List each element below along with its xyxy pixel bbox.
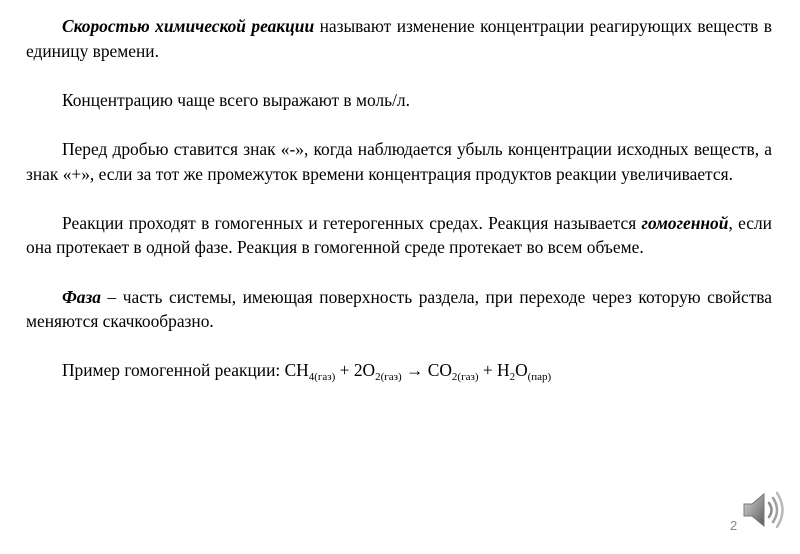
slide-text — [26, 14, 772, 383]
rate-definition-text: называют изменение концентрации реагирующих веществ в единицу времени. — [26, 16, 772, 61]
paragraph-example-reaction — [26, 358, 772, 383]
formula-co2-subscript: 2(газ) — [451, 371, 479, 384]
formula-h-subscript: 2 — [509, 371, 516, 384]
term-homogeneous: гомогенной — [641, 212, 729, 233]
paragraph-sign-rule: Перед дробью ставится знак «-», когда наблюдается убыль концентрации исходных веществ, а знак «+», если за тот же промежуток времени концентрация продуктов реакции увеличивается. — [26, 138, 772, 184]
formula-o-subscript: (пар) — [527, 371, 552, 384]
formula-plus-h: + H — [478, 360, 510, 381]
formula-o: O — [515, 360, 528, 381]
homogeneous-text-before: Реакции проходят в гомогенных и гетерогенных средах. Реакция называется — [62, 212, 642, 233]
homogeneous-text-after: , если она протекает в одной фазе. Реакция в гомогенной среде протекает во всем объеме. — [26, 212, 772, 258]
formula-ch: CH — [284, 360, 309, 381]
page-number: 2 — [730, 518, 738, 533]
term-reaction-rate: Скоростью химической реакции — [62, 16, 315, 36]
term-phase: Фаза — [62, 286, 101, 307]
formula-o2-subscript: 2(газ) — [375, 371, 402, 384]
paragraph-phase — [26, 285, 772, 334]
phase-definition-text: – часть системы, имеющая поверхность раздела, при переходе через которую свойства меняются скачкообразно. — [26, 286, 772, 332]
paragraph-homogeneous — [26, 211, 772, 260]
formula-ch-subscript: 4(газ) — [308, 371, 336, 384]
formula-arrow-co: → CO — [401, 360, 452, 381]
speaker-icon[interactable] — [738, 486, 786, 534]
paragraph-rate-definition — [26, 14, 772, 63]
paragraph-concentration-units: Концентрацию чаще всего выражают в моль/л. — [62, 89, 410, 110]
formula-plus-o2: + 2O — [335, 360, 376, 381]
example-prefix: Пример гомогенной реакции: — [62, 360, 285, 381]
